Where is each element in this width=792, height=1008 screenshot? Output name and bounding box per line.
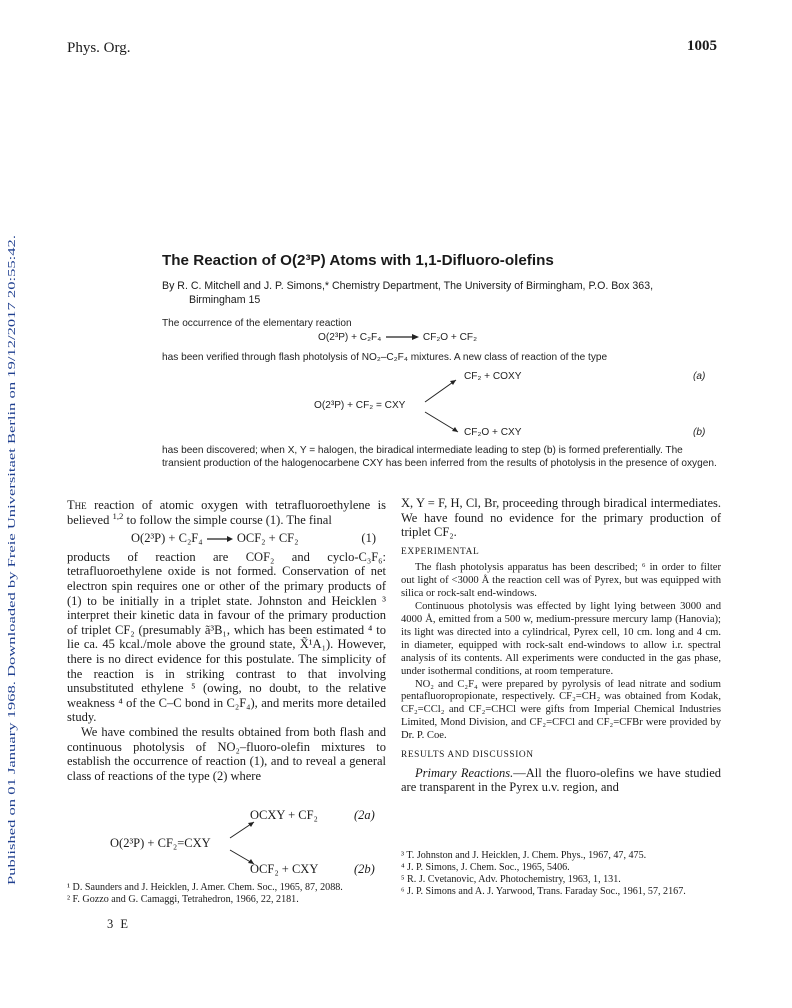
article-title: The Reaction of O(2³P) Atoms with 1,1-Difluoro-olefins xyxy=(162,252,554,269)
equation-left: O(2³P) + C₂F₄ xyxy=(318,332,382,343)
left-column xyxy=(67,498,386,783)
footnote: ⁴ J. P. Simons, J. Chem. Soc., 1965, 5406. xyxy=(401,862,570,873)
body-paragraph: products of reaction are COF₂ and cyclo-C₃F₆: tetrafluoroethylene oxide is not formed. Conservation of net electron spin requires one or other of the primary products of (1) to be initially in a triplet state. Johnston and Heicklen ³ interpret their kinetic data in favour of the primary production of triplet CF₂ (presumably ã³B₁, which has been estimated ⁴ to lie ca. 45 kcal./mole above the ground state, X̃¹A₁). However, there is no direct evidence for this postulate. The simplicity of the reaction is in striking contrast to that involving unsubstituted ethylene ⁵ (owing, no doubt, to the relative weakness ⁴ of the C–C bond in C₂F₄), and merits more detailed study. xyxy=(67,549,386,725)
body-paragraph: X, Y = F, H, Cl, Br, proceeding through biradical intermediates. We have found no evidence for the primary production of triplet CF₂. xyxy=(401,496,721,540)
subsection-title: Primary Reactions. xyxy=(415,765,514,780)
download-stamp xyxy=(3,185,19,905)
abstract-paragraph: The occurrence of the elementary reaction xyxy=(162,318,352,329)
right-column xyxy=(401,496,721,795)
intro-text-cont: to follow the simple course (1). The final xyxy=(126,512,332,527)
journal-name: Phys. Org. xyxy=(67,40,131,56)
abstract-paragraph: has been verified through flash photolysis of NO₂–C₂F₄ mixtures. A new class of reaction of the type xyxy=(162,352,608,363)
intro-paragraph xyxy=(67,498,386,527)
abstract-paragraph: has been discovered; when X, Y = halogen, the biradical intermediate leading to step (b) is formed preferentially. The transient production of the halogenocarbene CXY has been inferred from the results of photolysis in the presence of oxygen. xyxy=(162,445,717,469)
abstract-equation xyxy=(318,332,477,345)
scheme-2-product-a: OCXY + CF₂ xyxy=(250,808,318,822)
footnote: ⁶ J. P. Simons and A. J. Yarwood, Trans. Faraday Soc., 1961, 57, 2167. xyxy=(401,886,686,897)
scheme-tag-b: (b) xyxy=(693,427,706,438)
download-stamp-text: Published on 01 January 1968. Downloaded by Freie Universitaet Berlin on 19/12/2017 20:55:42. xyxy=(7,473,18,885)
equation-1-left: O(2³P) + C₂F₄ xyxy=(131,531,203,546)
footnote: ³ T. Johnston and J. Heicklen, J. Chem. Phys., 1967, 47, 475. xyxy=(401,850,647,861)
intro-text: reaction of atomic oxygen with tetrafluoroethylene is believed xyxy=(67,498,386,527)
footnote: ¹ D. Saunders and J. Heicklen, J. Amer. Chem. Soc., 1965, 87, 2088. xyxy=(67,882,343,893)
body-paragraph: The flash photolysis apparatus has been described; ⁶ in order to filter out light of <3000 Å the reaction cell was of Pyrex, but was equipped with silica or rock-salt end-windows. xyxy=(401,562,721,600)
equation-1-right: OCF₂ + CF₂ xyxy=(236,531,299,546)
scheme-2-reactant: O(2³P) + CF₂=CXY xyxy=(110,836,211,850)
author-block xyxy=(162,280,722,307)
equation-right: CF₂O + CF₂ xyxy=(422,332,478,343)
body-paragraph: NO₂ and C₂F₄ were prepared by pyrolysis of lead nitrate and sodium pentafluoropropionate, respectively. CF₂=CH₂ was obtained from Kodak, CF₂=CCl₂ and CF₂=CHCl were gifts from Imperial Chemical Industries Limited, Mond Division, and CF₂=CFCl and CF₂=CFBr were provided by Dr. P. Coe. xyxy=(401,678,721,742)
scheme-tag-a: (a) xyxy=(693,371,706,382)
body-paragraph: Continuous photolysis was effected by light lying between 3000 and 4000 Å, emitted from a 500 w, medium-pressure mercury lamp (Hanovia); its light was directed into a cylindrical, Pyrex cell, 10 cm. long and 4 cm. in diameter, equipped with rock-salt end-windows to allow i.r. spectral analysis of its contents. All experiments were conducted in the gas phase, under isothermal conditions, at room temperature. xyxy=(401,601,721,677)
reaction-scheme-2 xyxy=(110,808,400,880)
scheme-2-tag-b: (2b) xyxy=(354,862,375,876)
scheme-2-product-b: OCF₂ + CXY xyxy=(250,862,319,876)
citation-ref: 1,2 xyxy=(112,510,124,521)
equation-1 xyxy=(67,527,386,550)
author-address-line: Birmingham 15 xyxy=(189,293,261,306)
footnote: ⁵ R. J. Cvetanovic, Adv. Photochemistry, 1963, 1, 131. xyxy=(401,874,621,885)
section-heading: RESULTS AND DISCUSSION xyxy=(401,750,534,761)
footnote: ² F. Gozzo and G. Camaggi, Tetrahedron, 1966, 22, 2181. xyxy=(67,894,299,905)
body-paragraph xyxy=(401,766,721,795)
body-paragraph: We have combined the results obtained from both flash and continuous photolysis of NO₂–fluoro-olefin mixtures to establish the occurrence of reaction (1), and to reveal a general class of reactions of the type (2) where xyxy=(67,724,386,783)
scheme-reactant: O(2³P) + CF₂ = CXY xyxy=(314,400,406,411)
reaction-arrow-icon xyxy=(206,531,237,545)
footnotes-right xyxy=(401,850,721,898)
abstract-reaction-scheme xyxy=(300,366,730,442)
scheme-2-tag-a: (2a) xyxy=(354,808,375,822)
section-heading: EXPERIMENTAL xyxy=(401,546,480,557)
page-number: 1005 xyxy=(687,38,717,54)
paragraph-text: —All the fluoro-olefins we have studied are transparent in the Pyrex u.v. region, and xyxy=(401,765,721,795)
scheme-product-a: CF₂ + COXY xyxy=(464,371,522,382)
reaction-arrow-icon xyxy=(384,332,423,343)
drop-word: The xyxy=(67,498,87,512)
footnotes-left xyxy=(67,882,386,906)
author-line: By R. C. Mitchell and J. P. Simons,* Chemistry Department, The University of Birmingham, P.O. Box 363, xyxy=(162,280,654,292)
signature-mark: 3 E xyxy=(107,917,131,931)
scheme-product-b: CF₂O + CXY xyxy=(464,427,522,438)
equation-1-tag: (1) xyxy=(361,531,376,546)
